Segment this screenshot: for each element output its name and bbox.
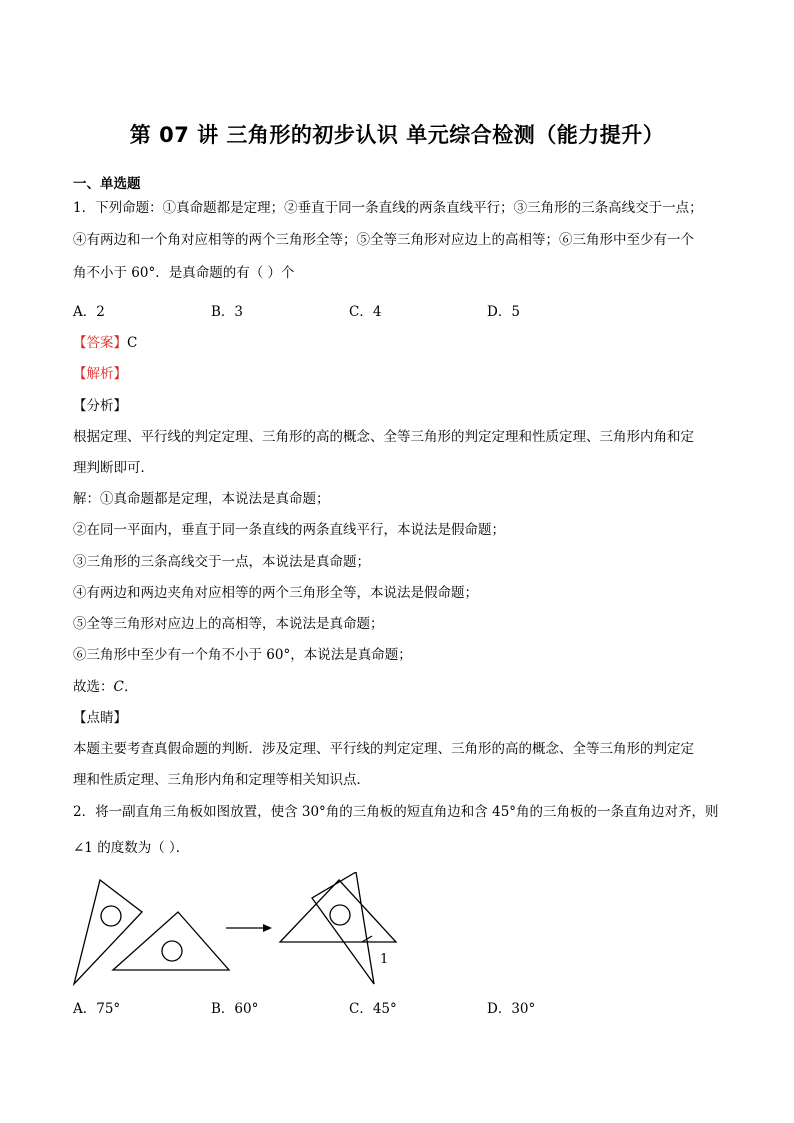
- q2-option-a: A．75°: [73, 1001, 121, 1017]
- analysis-line-1: 根据定理、平行线的判定定理、三角形的高的概念、全等三角形的判定定理和性质定理、三角形内角和定: [73, 429, 694, 445]
- comment-line-1: 本题主要考查真假命题的判断．涉及定理、平行线的判定定理、三角形的高的概念、全等三角形的判定定: [73, 741, 694, 757]
- comment-line-2: 理和性质定理、三角形内角和定理等相关知识点．: [73, 772, 370, 788]
- q2-stem-line-1: 2．将一副直角三角板如图放置，使含 30°角的三角板的短直角边和含 45°角的三角板的一条直角边对齐，则: [73, 804, 719, 820]
- triangle-hole-circle: [330, 905, 350, 925]
- q1-option-b: B．3: [211, 304, 244, 320]
- answer-label: 【答案】: [73, 335, 127, 351]
- q1-stem-line-2: ④有两边和一个角对应相等的两个三角形全等；⑤全等三角形对应边上的高相等；⑥三角形中至少有一个: [73, 232, 694, 248]
- solution-line-6: ⑥三角形中至少有一个角不小于 60°，本说法是真命题；: [73, 647, 412, 663]
- q2-option-c: C．45°: [349, 1001, 397, 1017]
- q1-stem-line-3: 角不小于 60°．是真命题的有（ ）个: [73, 265, 295, 281]
- q1-stem-line-1: 1．下列命题：①真命题都是定理；②垂直于同一条直线的两条直线平行；③三角形的三条高线交于一点；: [73, 200, 703, 216]
- section-heading: 一、单选题: [73, 176, 141, 192]
- solution-line-5: ⑤全等三角形对应边上的高相等，本说法是真命题；: [73, 616, 384, 632]
- choose-prefix: 故选：: [73, 679, 114, 695]
- triangle-45-right: [280, 880, 396, 942]
- q2-option-d: D．30°: [487, 1001, 536, 1017]
- choose-row: [73, 677, 137, 697]
- solution-line-1: 解：①真命题都是定理，本说法是真命题；: [73, 491, 330, 507]
- solution-line-2: ②在同一平面内，垂直于同一条直线的两条直线平行，本说法是假命题；: [73, 522, 505, 538]
- choose-value: C．: [113, 679, 138, 695]
- solution-line-4: ④有两边和两边夹角对应相等的两个三角形全等，本说法是假命题；: [73, 585, 478, 601]
- answer-value: C: [127, 335, 138, 351]
- q1-option-c: C．4: [349, 304, 382, 320]
- q2-stem-line-2: ∠1 的度数为（ ）．: [73, 840, 190, 856]
- comment-label: 【点睛】: [73, 710, 127, 726]
- analysis-label: 【解析】: [73, 366, 127, 382]
- triangle-set-figure: [66, 872, 406, 992]
- q1-option-d: D．5: [487, 304, 520, 320]
- solution-line-3: ③三角形的三条高线交于一点，本说法是真命题；: [73, 554, 370, 570]
- triangle-30-left: [74, 880, 142, 984]
- page-title: 第 07 讲 三角形的初步认识 单元综合检测（能力提升）: [129, 123, 665, 147]
- angle-label: 1: [380, 952, 389, 967]
- q2-option-b: B．60°: [211, 1001, 259, 1017]
- triangle-hole-circle: [162, 941, 182, 961]
- triangle-hole-circle: [101, 906, 121, 926]
- q1-answer-row: [73, 333, 137, 353]
- q1-option-a: A．2: [73, 304, 105, 320]
- triangle-30-right: [312, 872, 374, 984]
- analyze-label: 【分析】: [73, 398, 127, 414]
- analysis-line-2: 理判断即可．: [73, 460, 154, 476]
- arrow-icon: [263, 924, 272, 932]
